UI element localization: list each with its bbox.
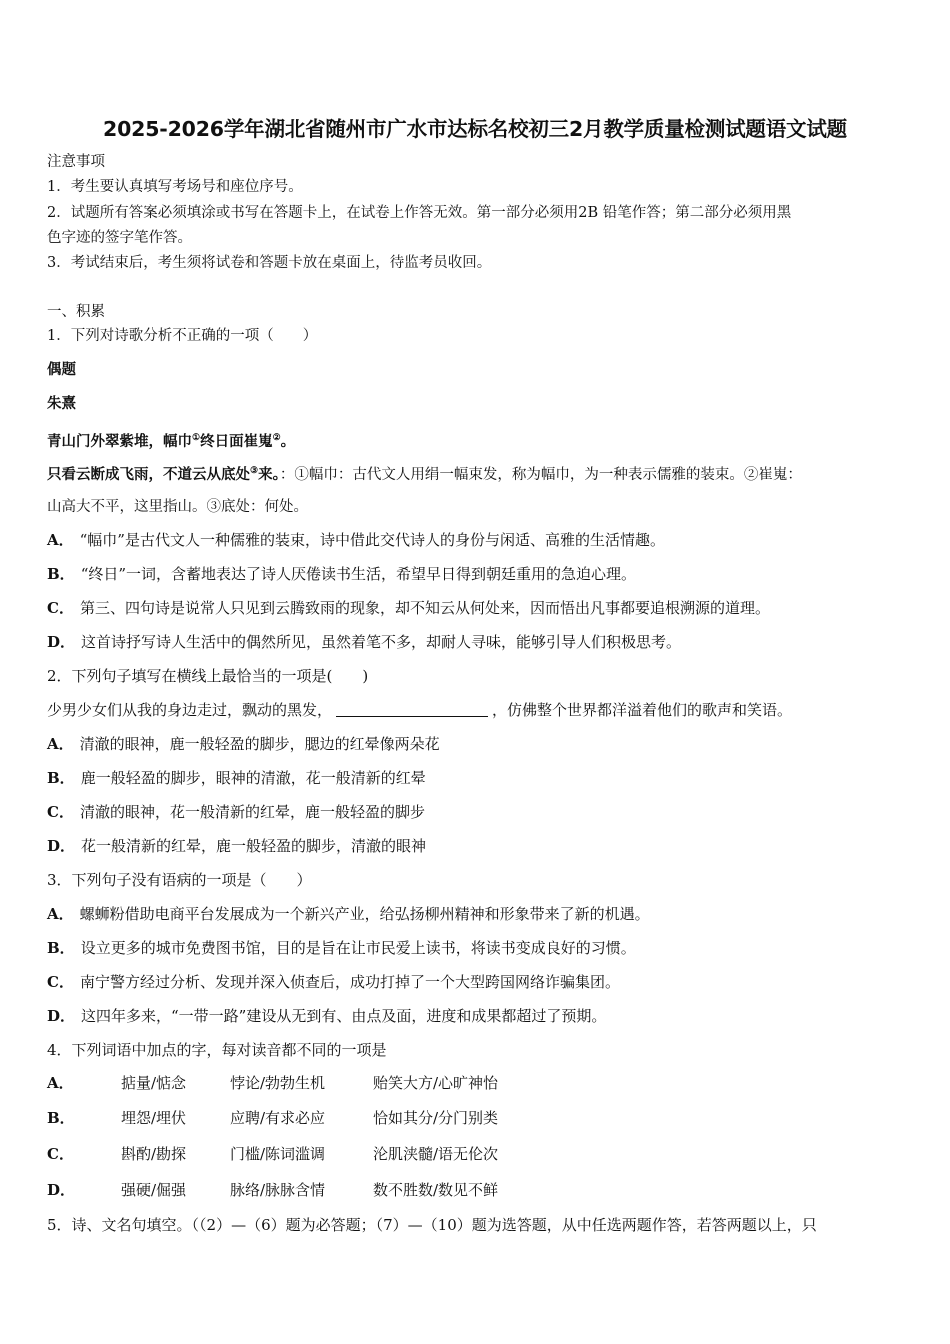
answer-blank[interactable]	[336, 702, 488, 717]
option: B． 设立更多的城市免费图书馆，目的是旨在让市民爱上读书，将读书变成良好的习惯。	[47, 939, 636, 957]
option: A． 螺蛳粉借助电商平台发展成为一个新兴产业，给弘扬柳州精神和形象带来了新的机遇。	[47, 905, 650, 923]
option: B． “终日”一词，含蓄地表达了诗人厌倦读书生活，希望早日得到朝廷重用的急迫心理。	[47, 565, 637, 583]
footnote-mark: ②	[272, 433, 281, 443]
poem-author: 朱熹	[47, 395, 76, 412]
option: B． 鹿一般轻盈的脚步，眼神的清澈，花一般清新的红晕	[47, 769, 426, 787]
footnote-mark: ①	[192, 433, 201, 443]
poem-line: 青山门外翠紫堆，幅巾①终日面崔嵬②。	[47, 432, 296, 450]
question-stem: 4．下列词语中加点的字，每对读音都不同的一项是	[47, 1041, 387, 1059]
option: A． 掂量/惦念 悖论/勃勃生机 贻笑大方/心旷神怡	[47, 1074, 499, 1092]
option: D． 这四年多来，“一带一路”建设从无到有、由点及面，进度和成果都超过了预期。	[47, 1007, 607, 1025]
annotation: ：①幅巾：古代文人用绢一幅束发，称为幅巾，为一种表示儒雅的装束。②崔嵬：	[279, 466, 802, 483]
poem-line-with-notes: 只看云断成飞雨，不道云从底处③来。：①幅巾：古代文人用绢一幅束发，称为幅巾，为一种表示儒雅的装束。②崔嵬：	[47, 465, 802, 483]
option: D． 这首诗抒写诗人生活中的偶然所见，虽然着笔不多，却耐人寻味，能够引导人们积极思考。	[47, 633, 682, 651]
option: B． 埋怨/埋伏 应聘/有求必应 恰如其分/分门别类	[47, 1109, 499, 1127]
notice-item: 3．考试结束后，考生须将试卷和答题卡放在桌面上，待监考员收回。	[47, 255, 492, 271]
notice-item: 2．试题所有答案必须填涂或书写在答题卡上，在试卷上作答无效。第一部分必须用2B 铅笔作答；第二部分必须用黑	[47, 205, 792, 221]
option: C． 第三、四句诗是说常人只见到云腾致雨的现象，却不知云从何处来，因而悟出凡事都要追根溯源的道理。	[47, 599, 770, 617]
option: C． 南宁警方经过分析、发现并深入侦查后，成功打掉了一个大型跨国网络诈骗集团。	[47, 973, 620, 991]
option: A． “幅巾”是古代文人一种儒雅的装束，诗中借此交代诗人的身份与闲适、高雅的生活情趣。	[47, 531, 665, 549]
option: A． 清澈的眼神，鹿一般轻盈的脚步，腮边的红晕像两朵花	[47, 735, 440, 753]
question-stem: 1．下列对诗歌分析不正确的一项（ ）	[47, 328, 318, 344]
notice-item: 色字迹的签字笔作答。	[47, 230, 192, 246]
option: C． 清澈的眼神，花一般清新的红晕，鹿一般轻盈的脚步	[47, 803, 425, 821]
notice-heading: 注意事项	[47, 154, 105, 170]
fill-sentence: 少男少女们从我的身边走过，飘动的黑发， ，仿佛整个世界都洋溢着他们的歌声和笑语。	[47, 701, 793, 719]
page-title: 2025-2026学年湖北省随州市广水市达标名校初三2月教学质量检测试题语文试题	[103, 117, 847, 141]
notice-item: 1．考生要认真填写考场号和座位序号。	[47, 179, 303, 195]
question-stem: 3．下列句子没有语病的一项是（ ）	[47, 871, 312, 889]
option: D． 花一般清新的红晕，鹿一般轻盈的脚步，清澈的眼神	[47, 837, 427, 855]
option: C． 斟酌/勘探 门槛/陈词滥调 沦肌浃髓/语无伦次	[47, 1145, 499, 1163]
option: D． 强硬/倔强 脉络/脉脉含情 数不胜数/数见不鲜	[47, 1181, 499, 1199]
question-stem: 5．诗、文名句填空。（（2）—（6）题为必答题；（7）—（10）题为选答题，从中任选两题作答，若答两题以上，只	[47, 1216, 817, 1234]
poem-title: 偶题	[47, 361, 76, 378]
question-stem: 2．下列句子填写在横线上最恰当的一项是( )	[47, 667, 369, 685]
annotation: 山高大不平，这里指山。③底处：何处。	[47, 499, 308, 515]
footnote-mark: ③	[250, 466, 259, 476]
section-heading: 一、积累	[47, 304, 105, 320]
